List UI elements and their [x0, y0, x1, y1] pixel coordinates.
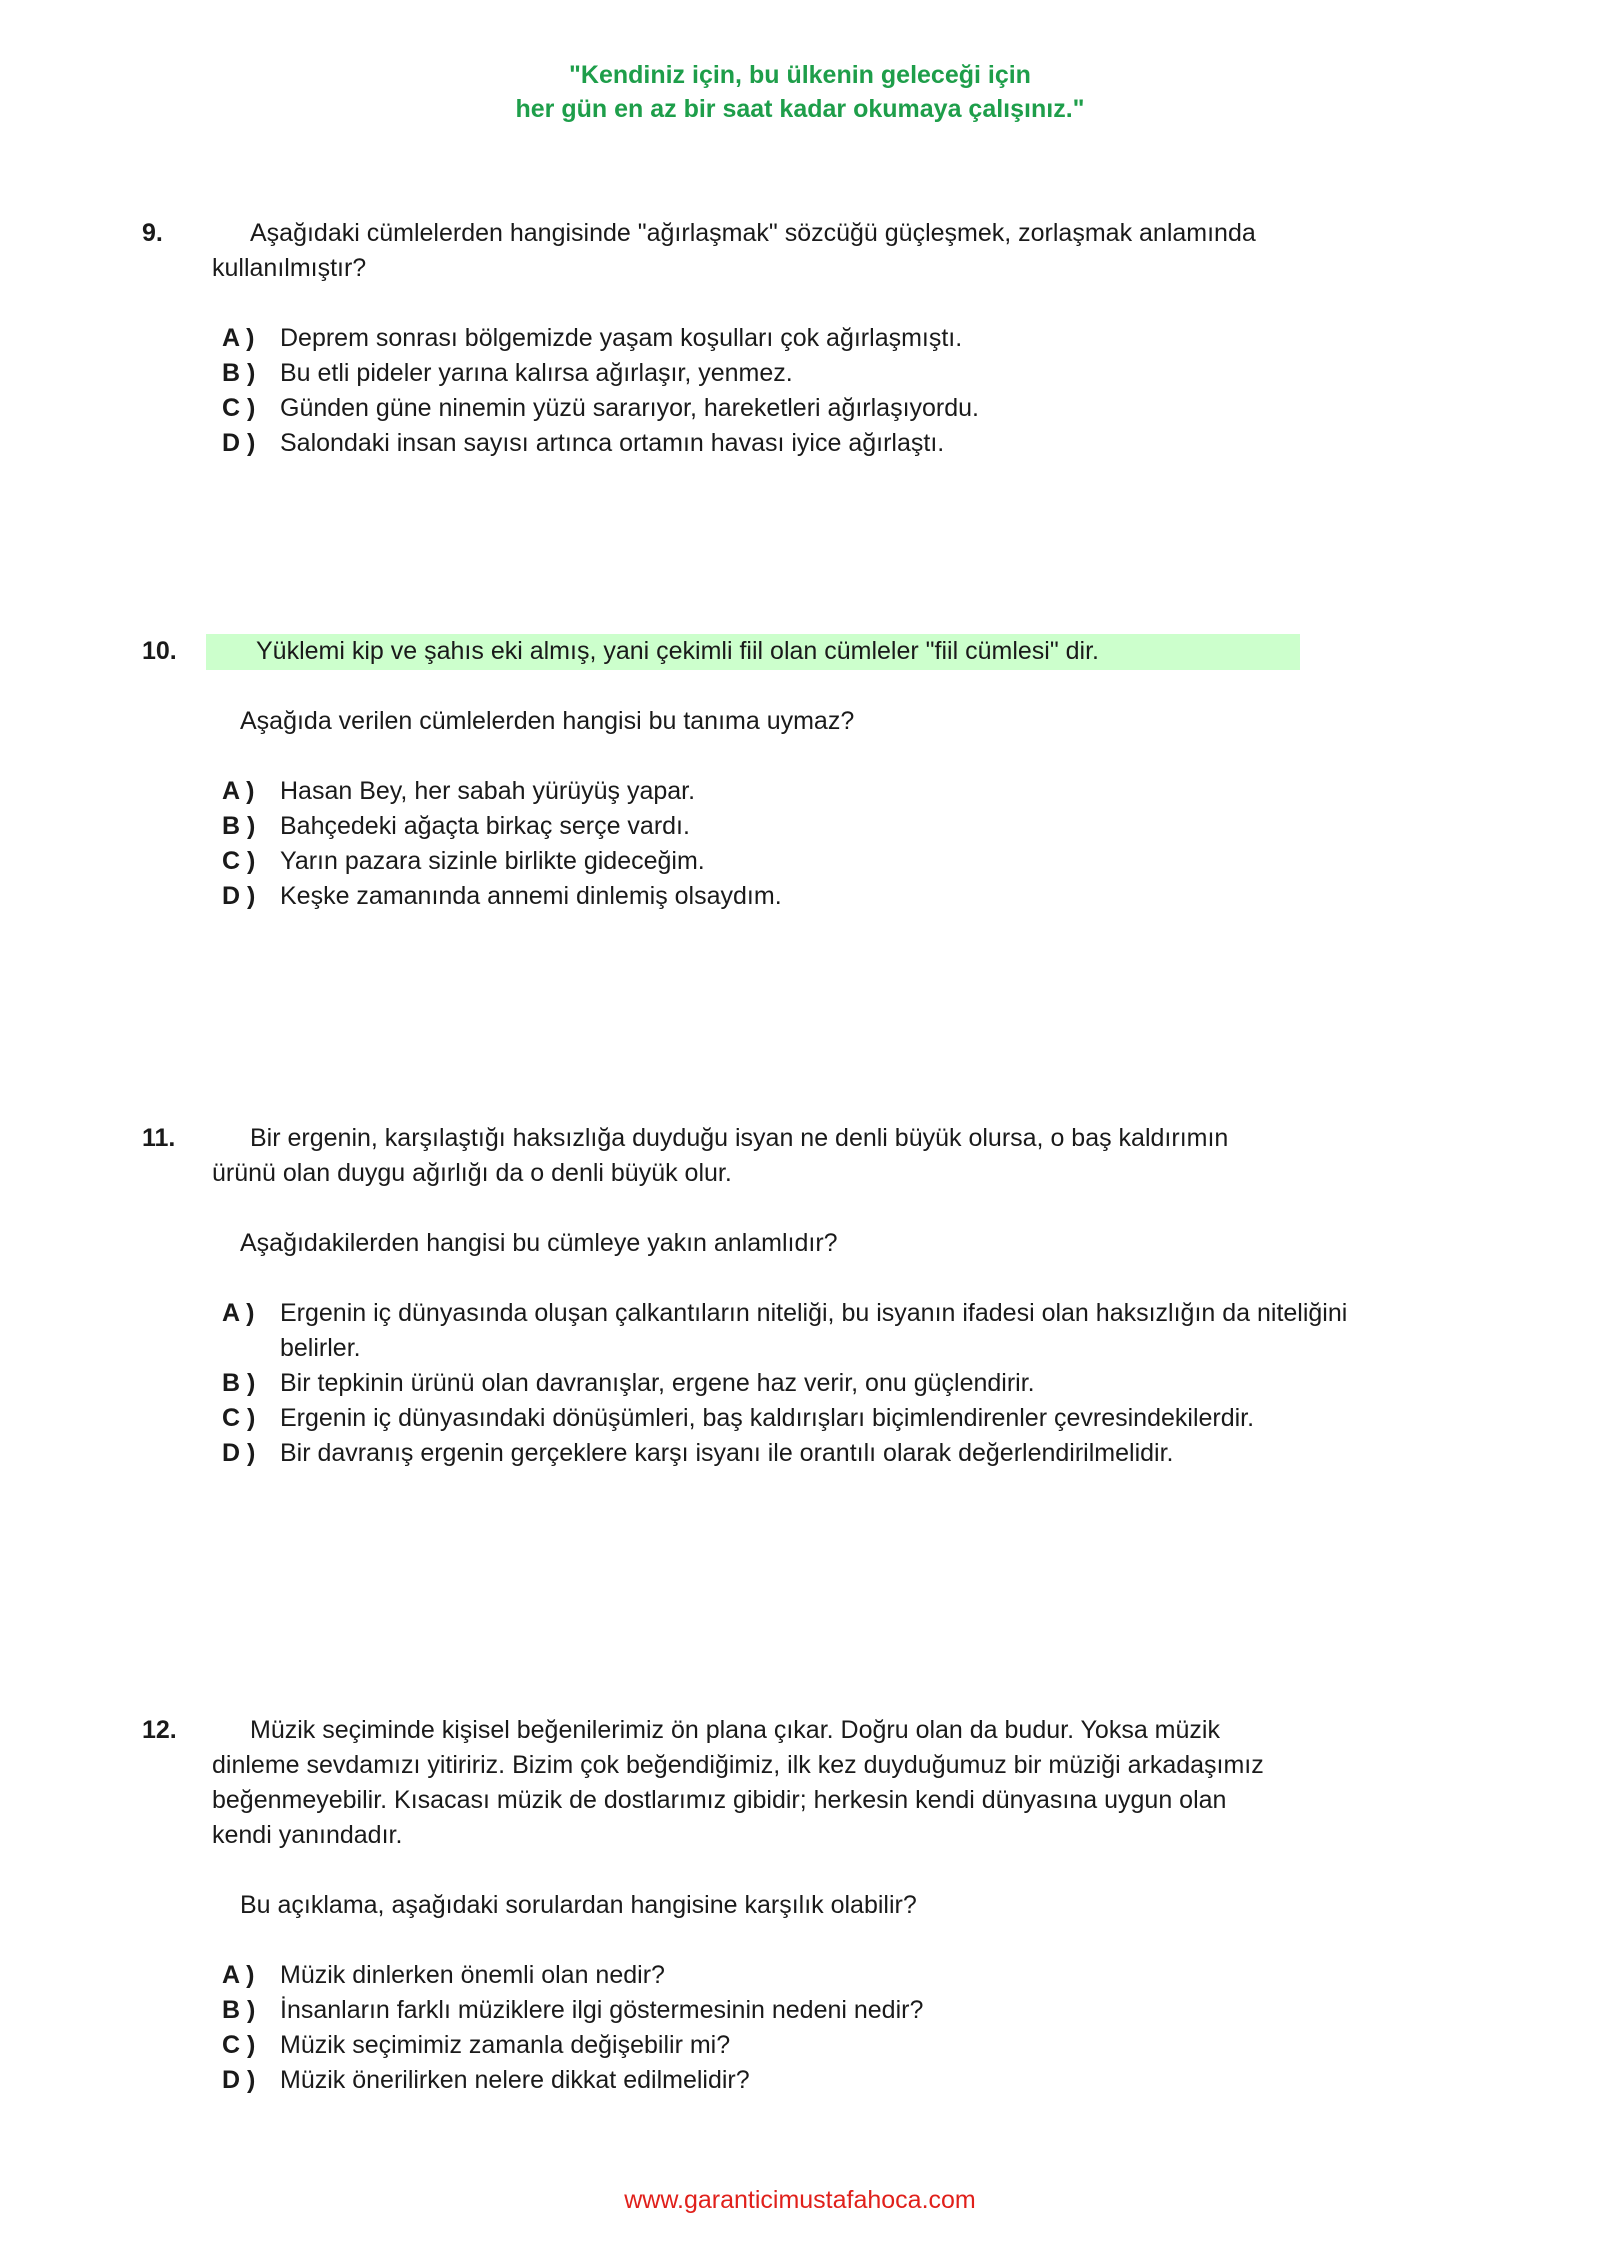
stem-line: kendi yanındadır.	[212, 1821, 403, 1849]
option-letter: C )	[222, 394, 256, 422]
option-text: Günden güne ninemin yüzü sararıyor, hareketleri ağırlaşıyordu.	[280, 394, 979, 422]
option-letter: C )	[222, 2031, 256, 2059]
page-header-quote	[0, 58, 1600, 126]
stem-line: Müzik seçiminde kişisel beğenilerimiz ön plana çıkar. Doğru olan da budur. Yoksa müzik	[250, 1716, 1220, 1744]
question-number: 11.	[142, 1124, 176, 1152]
option-letter: B )	[222, 1996, 256, 2024]
option-letter: C )	[222, 847, 256, 875]
answer-options	[222, 1958, 1372, 2098]
stem-line: Yüklemi kip ve şahıs eki almış, yani çekimli fiil olan cümleler "fiil cümlesi" dir.	[256, 637, 1100, 665]
option-c[interactable]	[222, 1401, 1372, 1436]
stem-line: Bir ergenin, karşılaştığı haksızlığa duyduğu isyan ne denli büyük olursa, o baş kaldırımın	[250, 1124, 1229, 1152]
option-c[interactable]	[222, 2028, 1372, 2063]
option-d[interactable]	[222, 426, 1372, 461]
option-a[interactable]	[222, 1958, 1372, 1993]
option-a[interactable]	[222, 321, 1372, 356]
option-letter: B )	[222, 812, 256, 840]
option-b[interactable]	[222, 1366, 1372, 1401]
option-text: Yarın pazara sizinle birlikte gideceğim.	[280, 847, 705, 875]
option-b[interactable]	[222, 356, 1372, 391]
option-text: Müzik önerilirken nelere dikkat edilmelidir?	[280, 2066, 750, 2094]
stem-line: beğenmeyebilir. Kısacası müzik de dostlarımız gibidir; herkesin kendi dünyasına uygun olan	[212, 1786, 1227, 1814]
stem-line: Aşağıdaki cümlelerden hangisinde "ağırlaşmak" sözcüğü güçleşmek, zorlaşmak anlamında	[250, 219, 1256, 247]
option-letter: D )	[222, 882, 256, 910]
option-text: Deprem sonrası bölgemizde yaşam koşulları çok ağırlaşmıştı.	[280, 324, 963, 352]
question-number: 10.	[142, 637, 177, 665]
question-prompt: Aşağıda verilen cümlelerden hangisi bu tanıma uymaz?	[240, 707, 855, 735]
option-letter: B )	[222, 1369, 256, 1397]
option-text: İnsanların farklı müziklere ilgi göstermesinin nedeni nedir?	[280, 1996, 924, 2024]
header-line-2: her gün en az bir saat kadar okumaya çalışınız."	[515, 95, 1085, 123]
option-text: Müzik seçimimiz zamanla değişebilir mi?	[280, 2031, 731, 2059]
answer-options	[222, 774, 1372, 914]
option-text: Keşke zamanında annemi dinlemiş olsaydım.	[280, 882, 782, 910]
option-c[interactable]	[222, 844, 1372, 879]
option-a[interactable]	[222, 774, 1372, 809]
option-d[interactable]	[222, 1436, 1372, 1471]
header-line-1: "Kendiniz için, bu ülkenin geleceği için	[569, 61, 1031, 89]
question-prompt: Bu açıklama, aşağıdaki sorulardan hangisine karşılık olabilir?	[240, 1891, 917, 1919]
option-letter: D )	[222, 1439, 256, 1467]
option-letter: D )	[222, 429, 256, 457]
option-c[interactable]	[222, 391, 1372, 426]
option-text: Bu etli pideler yarına kalırsa ağırlaşır, yenmez.	[280, 359, 793, 387]
option-text: Hasan Bey, her sabah yürüyüş yapar.	[280, 777, 696, 805]
option-letter: A )	[222, 1961, 255, 1989]
option-letter: D )	[222, 2066, 256, 2094]
option-letter: A )	[222, 1299, 255, 1327]
option-text: Ergenin iç dünyasındaki dönüşümleri, baş kaldırışları biçimlendirenler çevresindekilerdir.	[280, 1404, 1255, 1432]
option-b[interactable]	[222, 809, 1372, 844]
option-d[interactable]	[222, 879, 1372, 914]
option-d[interactable]	[222, 2063, 1372, 2098]
question-stem	[212, 1121, 1372, 1191]
option-letter: A )	[222, 777, 255, 805]
option-a[interactable]	[222, 1296, 1372, 1366]
option-text: Bir tepkinin ürünü olan davranışlar, ergene haz verir, onu güçlendirir.	[280, 1369, 1035, 1397]
option-text: Müzik dinlerken önemli olan nedir?	[280, 1961, 665, 1989]
footer-website-link[interactable]: www.garanticimustafahoca.com	[624, 2186, 976, 2214]
question-prompt: Aşağıdakilerden hangisi bu cümleye yakın anlamlıdır?	[240, 1229, 838, 1257]
answer-options	[222, 1296, 1372, 1471]
question-stem	[212, 1713, 1372, 1853]
option-text: Bahçedeki ağaçta birkaç serçe vardı.	[280, 812, 690, 840]
option-text: Bir davranış ergenin gerçeklere karşı isyanı ile orantılı olarak değerlendirilmelidir.	[280, 1439, 1174, 1467]
question-number: 9.	[142, 219, 163, 247]
question-stem	[212, 634, 1372, 669]
question-number: 12.	[142, 1716, 177, 1744]
stem-line: ürünü olan duygu ağırlığı da o denli büyük olur.	[212, 1159, 732, 1187]
option-text: Ergenin iç dünyasında oluşan çalkantıların niteliği, bu isyanın ifadesi olan haksızlığın da niteliğini belirler.	[280, 1299, 1348, 1362]
stem-line: dinleme sevdamızı yitiririz. Bizim çok beğendiğimiz, ilk kez duyduğumuz bir müziği arkadaşımız	[212, 1751, 1264, 1779]
stem-line: kullanılmıştır?	[212, 254, 367, 282]
question-stem	[212, 216, 1372, 286]
option-letter: B )	[222, 359, 256, 387]
option-letter: A )	[222, 324, 255, 352]
option-b[interactable]	[222, 1993, 1372, 2028]
answer-options	[222, 321, 1372, 461]
option-text: Salondaki insan sayısı artınca ortamın havası iyice ağırlaştı.	[280, 429, 945, 457]
option-letter: C )	[222, 1404, 256, 1432]
